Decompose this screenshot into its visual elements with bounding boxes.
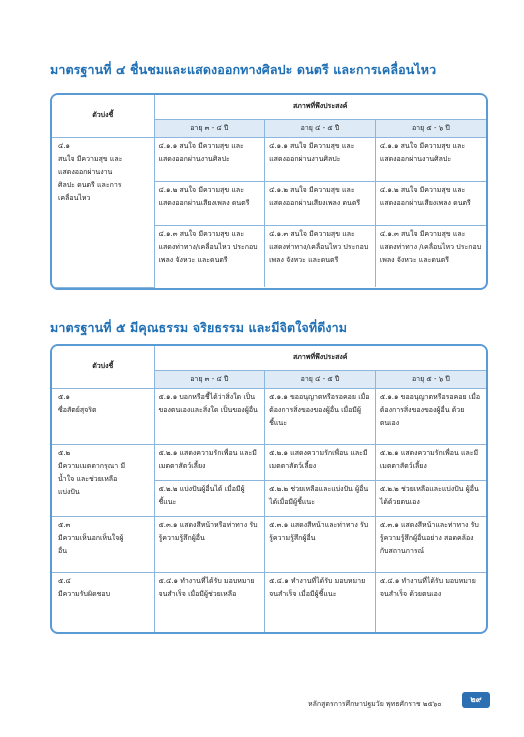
indicator-text: ซื่อสัตย์สุจริต bbox=[58, 405, 97, 414]
age-header-4-5: อายุ ๔ - ๕ ปี bbox=[265, 370, 376, 388]
indicator-header: ตัวบ่งชี้ bbox=[52, 95, 154, 137]
outcome-cell: ๔.๑.๓ สนใจ มีความสุข และแสดงท่าทาง /เคลื่อนไหว ประกอบเพลง จังหวะ และดนตรี bbox=[375, 225, 486, 287]
outcome-header: สภาพที่พึงประสงค์ bbox=[154, 95, 486, 119]
indicator-cell bbox=[52, 572, 154, 632]
outcome-cell: ๔.๑.๑ สนใจ มีความสุข และแสดงออกผ่านงานศิลปะ bbox=[265, 137, 376, 181]
age-header-3-4: อายุ ๓ - ๔ ปี bbox=[154, 370, 265, 388]
outcome-cell: ๕.๒.๑ แสดงความรักเพื่อน และมีเมตตาสัตว์เลี้ยง bbox=[375, 444, 486, 480]
indicator-number: ๕.๓ bbox=[58, 520, 71, 529]
indicator-cell bbox=[52, 516, 154, 572]
outcome-cell: ๔.๑.๓ สนใจ มีความสุข และแสดงท่าทาง/เคลื่อนไหว ประกอบเพลง จังหวะ และดนตรี bbox=[265, 225, 376, 287]
outcome-cell: ๔.๑.๓ สนใจ มีความสุข และแสดงท่าทาง/เคลื่อนไหว ประกอบเพลง จังหวะ และดนตรี bbox=[154, 225, 265, 287]
indicator-cell bbox=[52, 444, 154, 516]
indicator-text: มีความเมตตากรุณา มีน้ำใจ และช่วยเหลือแบ่งปัน bbox=[58, 461, 126, 496]
outcome-cell: ๔.๑.๒ สนใจ มีความสุข และแสดงออกผ่านเสียงเพลง ดนตรี bbox=[154, 181, 265, 225]
age-header-4-5: อายุ ๔ - ๕ ปี bbox=[265, 119, 376, 137]
page-number: ๒๙ bbox=[462, 692, 490, 708]
outcome-cell: ๕.๒.๑ แสดงความรักเพื่อน และมีเมตตาสัตว์เลี้ยง bbox=[265, 444, 376, 480]
outcome-cell: ๕.๒.๒ แบ่งปันผู้อื่นได้ เมื่อมีผู้ชี้แนะ bbox=[154, 480, 265, 516]
indicator-number: ๕.๑ bbox=[58, 392, 70, 401]
outcome-cell: ๔.๑.๑ สนใจ มีความสุข และแสดงออกผ่านงานศิลปะ bbox=[154, 137, 265, 181]
outcome-cell: ๕.๓.๑ แสดงสีหน้าหรือท่าทาง รับรู้ความรู้สึกผู้อื่น bbox=[154, 516, 265, 572]
outcome-cell: ๕.๒.๒ ช่วยเหลือและแบ่งปัน ผู้อื่นได้ด้วยตนเอง bbox=[375, 480, 486, 516]
outcome-cell: ๕.๔.๑ ทำงานที่ได้รับ มอบหมายจนสำเร็จ ด้วยตนเอง bbox=[375, 572, 486, 632]
outcome-cell: ๔.๑.๒ สนใจ มีความสุข และแสดงออกผ่านเสียงเพลง ดนตรี bbox=[375, 181, 486, 225]
indicator-header: ตัวบ่งชี้ bbox=[52, 346, 154, 388]
outcome-cell: ๕.๔.๑ ทำงานที่ได้รับ มอบหมายจนสำเร็จ เมื่อมีผู้ชี้แนะ bbox=[265, 572, 376, 632]
outcome-cell: ๕.๑.๑ บอกหรือชี้ได้ว่าสิ่งใด เป็นของตนเองและสิ่งใด เป็นของผู้อื่น bbox=[154, 388, 265, 444]
indicator-text: มีความเห็นอกเห็นใจผู้อื่น bbox=[58, 533, 124, 555]
outcome-cell: ๕.๔.๑ ทำงานที่ได้รับ มอบหมายจนสำเร็จ เมื่อมีผู้ช่วยเหลือ bbox=[154, 572, 265, 632]
standard-5-title: มาตรฐานที่ ๕ มีคุณธรรม จริยธรรม และมีจิตใจที่ดีงาม bbox=[50, 320, 348, 335]
outcome-cell: ๕.๒.๑ แสดงความรักเพื่อน และมีเมตตาสัตว์เลี้ยง bbox=[154, 444, 265, 480]
age-header-3-4: อายุ ๓ - ๔ ปี bbox=[154, 119, 265, 137]
standard-4-title: มาตรฐานที่ ๔ ชื่นชมและแสดงออกทางศิลปะ ดนตรี และการเคลื่อนไหว bbox=[50, 62, 437, 77]
standard-4-table bbox=[50, 93, 488, 290]
outcome-header: สภาพที่พึงประสงค์ bbox=[154, 346, 486, 370]
indicator-number: ๔.๑ bbox=[58, 141, 70, 150]
indicator-cell bbox=[52, 137, 154, 287]
outcome-cell: ๕.๓.๑ แสดงสีหน้าและท่าทาง รับรู้ความรู้สึกผู้อื่น bbox=[265, 516, 376, 572]
footer-text: หลักสูตรการศึกษาปฐมวัย พุทธศักราช ๒๕๖๐ bbox=[308, 700, 442, 708]
indicator-number: ๕.๔ bbox=[58, 576, 71, 585]
outcome-cell: ๔.๑.๑ สนใจ มีความสุข และแสดงออกผ่านงานศิลปะ bbox=[375, 137, 486, 181]
indicator-text: มีความรับผิดชอบ bbox=[58, 589, 111, 598]
outcome-cell: ๔.๑.๒ สนใจ มีความสุข และแสดงออกผ่านเสียงเพลง ดนตรี bbox=[265, 181, 376, 225]
indicator-number: ๕.๒ bbox=[58, 448, 71, 457]
outcome-cell: ๕.๓.๑ แสดงสีหน้าและท่าทาง รับรู้ความรู้สึกผู้อื่นอย่าง สอดคล้องกับสถานการณ์ bbox=[375, 516, 486, 572]
outcome-cell: ๕.๑.๑ ขออนุญาตหรือรอคอย เมื่อต้องการสิ่งของของผู้อื่น ด้วยตนเอง bbox=[375, 388, 486, 444]
standard-5-table bbox=[50, 344, 488, 634]
outcome-cell: ๕.๑.๑ ขออนุญาตหรือรอคอย เมื่อต้องการสิ่งของของผู้อื่น เมื่อมีผู้ชี้แนะ bbox=[265, 388, 376, 444]
age-header-5-6: อายุ ๕ - ๖ ปี bbox=[375, 370, 486, 388]
age-header-5-6: อายุ ๕ - ๖ ปี bbox=[375, 119, 486, 137]
indicator-text: สนใจ มีความสุข และแสดงออกผ่านงานศิลปะ ดนตรี และการเคลื่อนไหว bbox=[58, 154, 123, 202]
indicator-cell bbox=[52, 388, 154, 444]
outcome-cell: ๕.๒.๒ ช่วยเหลือและแบ่งปัน ผู้อื่นได้เมื่อมีผู้ชี้แนะ bbox=[265, 480, 376, 516]
